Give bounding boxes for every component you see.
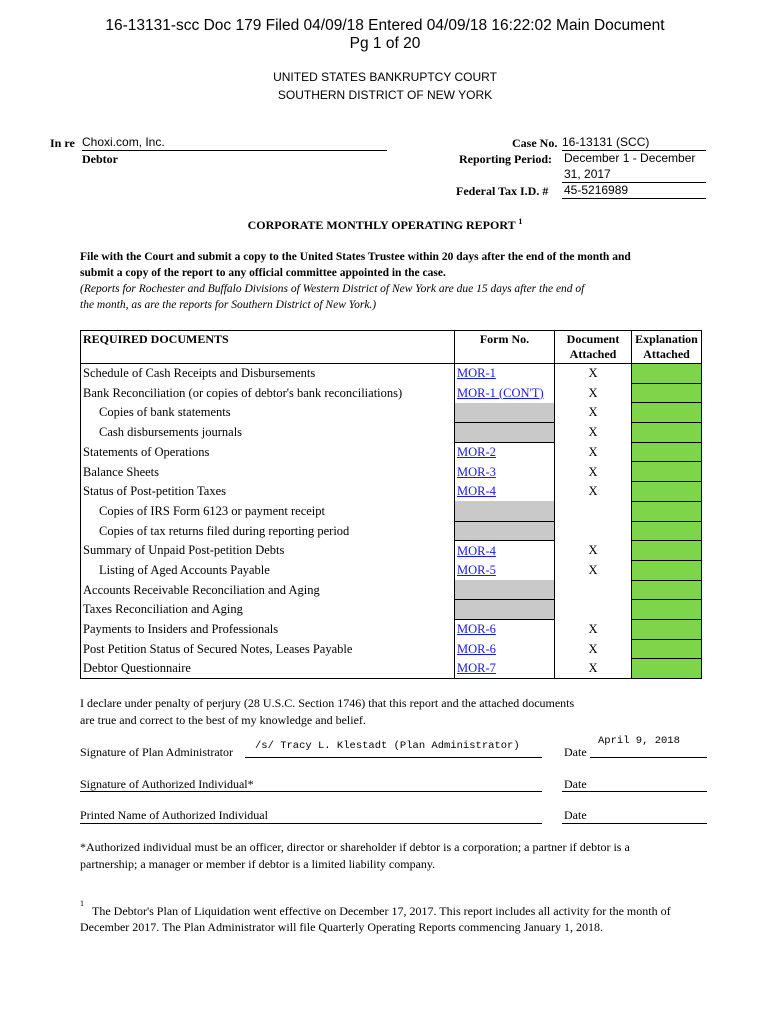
row-label: Copies of tax returns filed during reporting period: [81, 521, 455, 541]
form-link[interactable]: MOR-2: [457, 445, 496, 460]
table-row: [81, 383, 702, 403]
row-attached: X: [555, 560, 632, 580]
authorized-note-line2: partnership; a manager or member if debtor is a limited liability company.: [80, 857, 436, 871]
instruction-line2: submit a copy of the report to any official committee appointed in the case.: [80, 267, 446, 279]
report-title: [0, 217, 770, 233]
row-label: Statements of Operations: [81, 442, 455, 462]
reporting-period-line2: 31, 2017: [562, 167, 706, 183]
row-form-cell: [455, 442, 555, 462]
row-form-cell: [455, 521, 555, 541]
row-label: Accounts Receivable Reconciliation and Aging: [81, 580, 455, 600]
row-label: Post Petition Status of Secured Notes, Leases Payable: [81, 639, 455, 659]
row-label: Status of Post-petition Taxes: [81, 482, 455, 502]
debtor-label: Debtor: [82, 152, 118, 166]
reporting-period-line1: December 1 - December: [564, 151, 696, 165]
row-form-cell: [455, 501, 555, 521]
auth-individual-sig-line: [80, 791, 542, 792]
row-label: Bank Reconciliation (or copies of debtor's bank reconciliations): [81, 383, 455, 403]
row-form-cell: [455, 541, 555, 561]
row-label: Copies of IRS Form 6123 or payment receipt: [81, 501, 455, 521]
row-form-cell: [455, 659, 555, 679]
table-row: [81, 619, 702, 639]
row-form-cell: [455, 600, 555, 620]
row-explanation-cell: [632, 619, 702, 639]
note-line1: (Reports for Rochester and Buffalo Divisions of Western District of New York are due 15 days after the end of: [80, 283, 585, 295]
row-explanation-cell: [632, 403, 702, 423]
table-row: [81, 423, 702, 443]
report-title-text: CORPORATE MONTHLY OPERATING REPORT: [247, 218, 516, 232]
row-attached: X: [555, 403, 632, 423]
form-link[interactable]: MOR-4: [457, 543, 496, 558]
plan-admin-date: April 9, 2018: [598, 735, 680, 747]
filing-header-page: Pg 1 of 20: [349, 35, 421, 52]
row-form-cell: [455, 639, 555, 659]
table-row: [81, 639, 702, 659]
printed-name-date-line: [562, 823, 707, 824]
plan-admin-date-line: [590, 757, 707, 758]
header-explanation-attached-l2: Attached: [643, 347, 690, 361]
form-link[interactable]: MOR-1 (CON'T): [457, 385, 544, 400]
tax-id-value: 45-5216989: [562, 183, 706, 199]
reporting-period-label: Reporting Period:: [459, 152, 552, 166]
row-label: Taxes Reconciliation and Aging: [81, 600, 455, 620]
case-no-value: 16-13131 (SCC): [562, 135, 706, 151]
row-attached: X: [555, 482, 632, 502]
row-attached: X: [555, 639, 632, 659]
row-explanation-cell: [632, 560, 702, 580]
header-explanation-attached: [632, 331, 702, 364]
row-label: Copies of bank statements: [81, 403, 455, 423]
row-explanation-cell: [632, 364, 702, 384]
form-link[interactable]: MOR-5: [457, 562, 496, 577]
row-attached: [555, 580, 632, 600]
row-explanation-cell: [632, 541, 702, 561]
row-label: Cash disbursements journals: [81, 423, 455, 443]
authorized-note-line1: *Authorized individual must be an officer, director or shareholder if debtor is a corporation; a partner if debtor is a: [80, 840, 630, 854]
row-attached: X: [555, 383, 632, 403]
row-label: Balance Sheets: [81, 462, 455, 482]
form-link[interactable]: MOR-6: [457, 622, 496, 637]
row-attached: X: [555, 659, 632, 679]
row-form-cell: [455, 383, 555, 403]
row-label: Payments to Insiders and Professionals: [81, 619, 455, 639]
form-link[interactable]: MOR-4: [457, 484, 496, 499]
row-form-cell: [455, 462, 555, 482]
filing-header-line1: 16-13131-scc Doc 179 Filed 04/09/18 Entered 04/09/18 16:22:02 Main Document: [105, 17, 665, 34]
debtor-name: Choxi.com, Inc.: [82, 135, 387, 151]
table-header-row: [81, 331, 702, 364]
row-form-cell: [455, 560, 555, 580]
row-explanation-cell: [632, 482, 702, 502]
auth-individual-date-line: [562, 791, 707, 792]
table-row: [81, 482, 702, 502]
row-label: Debtor Questionnaire: [81, 659, 455, 679]
row-form-cell: [455, 482, 555, 502]
printed-name-date-label: Date: [564, 808, 587, 822]
form-link[interactable]: MOR-6: [457, 641, 496, 656]
auth-individual-date-label: Date: [564, 777, 587, 791]
row-explanation-cell: [632, 639, 702, 659]
table-row: [81, 364, 702, 384]
report-title-footnote-mark: 1: [518, 217, 523, 226]
instruction-line1: File with the Court and submit a copy to the United States Trustee within 20 days after the end of the month and: [80, 251, 631, 263]
row-attached: [555, 600, 632, 620]
row-label: Schedule of Cash Receipts and Disbursements: [81, 364, 455, 384]
plan-admin-sig-line: [245, 757, 542, 758]
in-re-label: In re: [50, 136, 75, 150]
table-row: [81, 580, 702, 600]
auth-individual-sig-label: Signature of Authorized Individual*: [80, 777, 254, 791]
case-no-label: Case No.: [512, 136, 558, 150]
plan-admin-sig-label: Signature of Plan Administrator: [80, 745, 233, 759]
note-line2: the month, as are the reports for Southern District of New York.): [80, 299, 377, 311]
header-form-no: Form No.: [455, 331, 555, 364]
row-explanation-cell: [632, 383, 702, 403]
header-required-documents: REQUIRED DOCUMENTS: [81, 331, 455, 364]
form-link[interactable]: MOR-1: [457, 366, 496, 381]
declaration-line2: are true and correct to the best of my knowledge and belief.: [80, 713, 366, 727]
row-form-cell: [455, 364, 555, 384]
table-row: [81, 521, 702, 541]
printed-name-label: Printed Name of Authorized Individual: [80, 808, 268, 822]
court-district: SOUTHERN DISTRICT OF NEW YORK: [277, 88, 493, 102]
declaration-line1: I declare under penalty of perjury (28 U.S.C. Section 1746) that this report and the attached documents: [80, 696, 575, 710]
row-explanation-cell: [632, 462, 702, 482]
row-explanation-cell: [632, 521, 702, 541]
printed-name-line: [80, 823, 542, 824]
row-explanation-cell: [632, 600, 702, 620]
table-row: [81, 659, 702, 679]
row-label: Summary of Unpaid Post-petition Debts: [81, 541, 455, 561]
tax-id-label: Federal Tax I.D. #: [456, 184, 549, 198]
footnote-1-line2: December 2017. The Plan Administrator will file Quarterly Operating Reports commencing January 1, 2018.: [80, 920, 603, 934]
table-row: [81, 541, 702, 561]
header-document-attached: [555, 331, 632, 364]
row-attached: X: [555, 423, 632, 443]
table-row: [81, 442, 702, 462]
table-row: [81, 600, 702, 620]
row-attached: X: [555, 364, 632, 384]
row-form-cell: [455, 423, 555, 443]
table-row: [81, 462, 702, 482]
row-explanation-cell: [632, 580, 702, 600]
table-row: [81, 501, 702, 521]
table-row: [81, 403, 702, 423]
header-document-attached-l1: Document: [566, 332, 620, 346]
court-name: UNITED STATES BANKRUPTCY COURT: [273, 70, 497, 84]
row-explanation-cell: [632, 659, 702, 679]
row-attached: X: [555, 462, 632, 482]
row-explanation-cell: [632, 501, 702, 521]
form-link[interactable]: MOR-7: [457, 661, 496, 676]
row-attached: X: [555, 442, 632, 462]
footnote-1-line1: The Debtor's Plan of Liquidation went effective on December 17, 2017. This report includes all activity for the month of: [92, 904, 671, 918]
header-explanation-attached-l1: Explanation: [635, 332, 698, 346]
row-form-cell: [455, 580, 555, 600]
row-attached: [555, 521, 632, 541]
row-explanation-cell: [632, 442, 702, 462]
row-attached: X: [555, 619, 632, 639]
footnote-1-mark: 1: [80, 899, 84, 908]
form-link[interactable]: MOR-3: [457, 464, 496, 479]
row-attached: [555, 501, 632, 521]
required-documents-table: [80, 330, 702, 679]
row-explanation-cell: [632, 423, 702, 443]
plan-admin-date-label: Date: [564, 745, 587, 759]
row-form-cell: [455, 619, 555, 639]
header-document-attached-l2: Attached: [569, 347, 617, 361]
plan-admin-signature: /s/ Tracy L. Klestadt (Plan Administrator): [255, 740, 520, 752]
row-label: Listing of Aged Accounts Payable: [81, 560, 455, 580]
row-form-cell: [455, 403, 555, 423]
row-attached: X: [555, 541, 632, 561]
table-row: [81, 560, 702, 580]
